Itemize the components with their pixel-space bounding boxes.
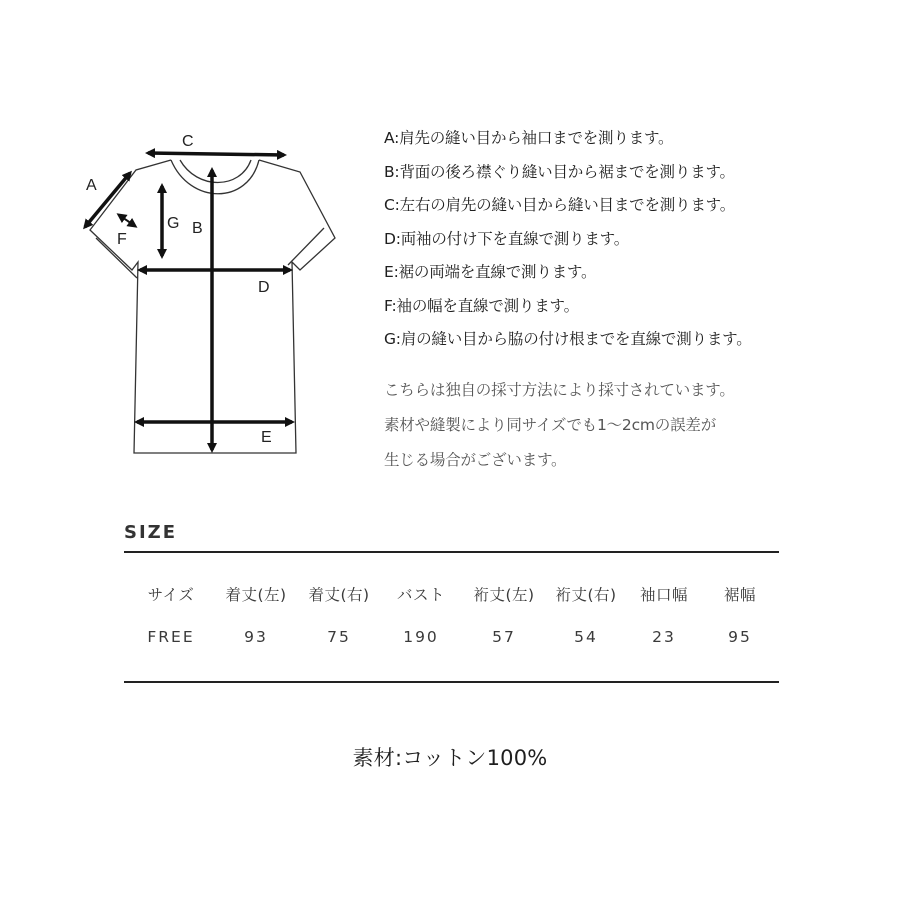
definition-c: C:左右の肩先の縫い目から縫い目までを測ります。 — [384, 196, 736, 214]
size-table-row — [124, 622, 779, 652]
size-table-header-row — [124, 580, 779, 610]
value-cuff-width: 23 — [652, 628, 676, 646]
value-sleeve-left: 57 — [492, 628, 516, 646]
value-hem-width: 95 — [728, 628, 752, 646]
material-composition: 素材:コットン100% — [352, 746, 548, 770]
measure-arrow-f — [119, 215, 135, 226]
disclaimer-line: 素材や縫製により同サイズでも1〜2cmの誤差が — [384, 415, 717, 434]
label-c: C — [182, 133, 194, 150]
label-e: E — [261, 429, 272, 446]
size-table — [124, 580, 779, 652]
value-sleeve-right: 54 — [574, 628, 598, 646]
header-hem-width: 裾幅 — [723, 586, 757, 604]
label-d: D — [258, 279, 270, 296]
measurement-notes — [384, 122, 884, 478]
disclaimer-line: こちらは独自の採寸方法により採寸されています。 — [384, 380, 735, 399]
disclaimer-line: 生じる場合がございます。 — [384, 450, 567, 469]
value-size: FREE — [147, 628, 195, 646]
definition-f: F:袖の幅を直線で測ります。 — [384, 296, 579, 315]
disclaimer — [384, 373, 884, 478]
label-a: A — [86, 177, 97, 194]
size-table-bottom-rule — [124, 681, 779, 683]
size-table-top-rule — [124, 551, 779, 553]
header-bust: バスト — [396, 586, 446, 604]
value-bust: 190 — [403, 628, 439, 646]
definition-a: A:肩先の縫い目から袖口までを測ります。 — [384, 129, 674, 147]
header-length-left: 着丈(左) — [225, 586, 287, 604]
header-size: サイズ — [147, 586, 195, 604]
label-g: G — [167, 215, 180, 232]
definition-e: E:裾の両端を直線で測ります。 — [384, 263, 597, 281]
definition-b: B:背面の後ろ襟ぐり縫い目から裾までを測ります。 — [384, 162, 735, 181]
label-f: F — [117, 231, 127, 248]
value-length-right: 75 — [327, 628, 351, 646]
header-sleeve-right: 裄丈(右) — [555, 586, 617, 604]
header-sleeve-left: 裄丈(左) — [473, 586, 535, 604]
measure-arrow-c — [148, 153, 284, 155]
definition-g: G:肩の縫い目から脇の付け根までを直線で測ります。 — [384, 330, 752, 348]
value-length-left: 93 — [244, 628, 268, 646]
header-cuff-width: 袖口幅 — [639, 586, 689, 604]
definition-d: D:両袖の付け下を直線で測ります。 — [384, 229, 630, 248]
size-section-title: SIZE — [124, 522, 178, 543]
label-b: B — [192, 220, 203, 237]
header-length-right: 着丈(右) — [308, 586, 370, 604]
